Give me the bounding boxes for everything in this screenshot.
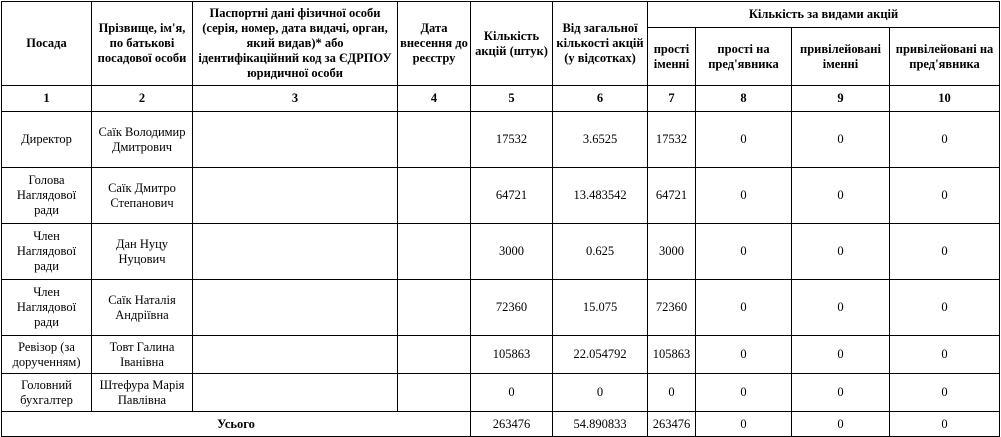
cell-pref-bearer: 0: [890, 168, 1000, 224]
cell-pref-named: 0: [792, 280, 890, 336]
cell-pref-bearer: 0: [890, 374, 1000, 412]
column-number: 9: [792, 86, 890, 112]
total-label: Усього: [2, 412, 471, 437]
cell-shares: 3000: [471, 224, 553, 280]
cell-position: Член Наглядової ради: [2, 280, 92, 336]
cell-pref-named: 0: [792, 112, 890, 168]
column-number: 4: [398, 86, 471, 112]
table-row: [2, 224, 1000, 280]
cell-shares: 17532: [471, 112, 553, 168]
officials-shareholdings-table: [1, 1, 1000, 437]
cell-position: Головний бухгалтер: [2, 374, 92, 412]
cell-name: Товт Галина Іванівна: [92, 336, 193, 374]
table-row: [2, 168, 1000, 224]
cell-passport: [193, 112, 398, 168]
column-number: 5: [471, 86, 553, 112]
cell-position: Голова Наглядової ради: [2, 168, 92, 224]
cell-simple-named: 64721: [648, 168, 696, 224]
total-pref-named: 0: [792, 412, 890, 437]
cell-name: Саїк Володимир Дмитрович: [92, 112, 193, 168]
header-date: Дата внесення до реєстру: [398, 2, 471, 86]
column-number: 2: [92, 86, 193, 112]
cell-name: Саїк Дмитро Степанович: [92, 168, 193, 224]
cell-passport: [193, 168, 398, 224]
cell-pref-named: 0: [792, 374, 890, 412]
cell-date: [398, 336, 471, 374]
cell-simple-named: 0: [648, 374, 696, 412]
cell-date: [398, 112, 471, 168]
cell-shares: 105863: [471, 336, 553, 374]
cell-date: [398, 224, 471, 280]
cell-pref-bearer: 0: [890, 336, 1000, 374]
cell-shares: 72360: [471, 280, 553, 336]
cell-simple-bearer: 0: [696, 280, 792, 336]
total-pref-bearer: 0: [890, 412, 1000, 437]
table-row: [2, 336, 1000, 374]
header-pref-bearer: привілейовані на пред'явника: [890, 28, 1000, 86]
table-row: [2, 374, 1000, 412]
cell-pref-bearer: 0: [890, 112, 1000, 168]
header-simple-named: прості іменні: [648, 28, 696, 86]
total-simple-bearer: 0: [696, 412, 792, 437]
cell-pref-bearer: 0: [890, 280, 1000, 336]
total-row: [2, 412, 1000, 437]
cell-date: [398, 168, 471, 224]
total-simple-named: 263476: [648, 412, 696, 437]
total-shares: 263476: [471, 412, 553, 437]
cell-percent: 0.625: [553, 224, 648, 280]
cell-date: [398, 374, 471, 412]
cell-percent: 3.6525: [553, 112, 648, 168]
table-row: [2, 112, 1000, 168]
header-position: Посада: [2, 2, 92, 86]
column-number: 8: [696, 86, 792, 112]
cell-simple-bearer: 0: [696, 336, 792, 374]
cell-percent: 13.483542: [553, 168, 648, 224]
cell-shares: 0: [471, 374, 553, 412]
column-number: 7: [648, 86, 696, 112]
cell-simple-bearer: 0: [696, 112, 792, 168]
cell-percent: 15.075: [553, 280, 648, 336]
cell-pref-named: 0: [792, 168, 890, 224]
cell-position: Директор: [2, 112, 92, 168]
cell-pref-named: 0: [792, 224, 890, 280]
cell-simple-bearer: 0: [696, 374, 792, 412]
cell-name: Дан Нуцу Нуцович: [92, 224, 193, 280]
column-number: 10: [890, 86, 1000, 112]
header-by-type: Кількість за видами акцій: [648, 2, 1000, 28]
cell-percent: 0: [553, 374, 648, 412]
column-number: 3: [193, 86, 398, 112]
column-number: 6: [553, 86, 648, 112]
cell-simple-named: 105863: [648, 336, 696, 374]
cell-simple-named: 3000: [648, 224, 696, 280]
cell-simple-named: 17532: [648, 112, 696, 168]
header-passport: Паспортні дані фізичної особи (серія, номер, дата видачі, орган, який видав)* або ідентифікаційний код за ЄДРПОУ юридичної особи: [193, 2, 398, 86]
cell-passport: [193, 224, 398, 280]
cell-pref-bearer: 0: [890, 224, 1000, 280]
total-percent: 54.890833: [553, 412, 648, 437]
cell-position: Ревізор (за дорученням): [2, 336, 92, 374]
cell-passport: [193, 336, 398, 374]
cell-simple-named: 72360: [648, 280, 696, 336]
cell-simple-bearer: 0: [696, 168, 792, 224]
table-row: [2, 280, 1000, 336]
cell-position: Член Наглядової ради: [2, 224, 92, 280]
cell-passport: [193, 280, 398, 336]
cell-passport: [193, 374, 398, 412]
cell-name: Штефура Марія Павлівна: [92, 374, 193, 412]
header-pref-named: привілейовані іменні: [792, 28, 890, 86]
header-name: Прізвище, ім'я, по батькові посадової особи: [92, 2, 193, 86]
cell-shares: 64721: [471, 168, 553, 224]
cell-date: [398, 280, 471, 336]
cell-pref-named: 0: [792, 336, 890, 374]
column-number: 1: [2, 86, 92, 112]
cell-percent: 22.054792: [553, 336, 648, 374]
cell-name: Саїк Наталія Андріївна: [92, 280, 193, 336]
header-simple-bearer: прості на пред'явника: [696, 28, 792, 86]
column-number-row: [2, 86, 1000, 112]
header-shares: Кількість акцій (штук): [471, 2, 553, 86]
cell-simple-bearer: 0: [696, 224, 792, 280]
header-percent: Від загальної кількості акцій (у відсотках): [553, 2, 648, 86]
